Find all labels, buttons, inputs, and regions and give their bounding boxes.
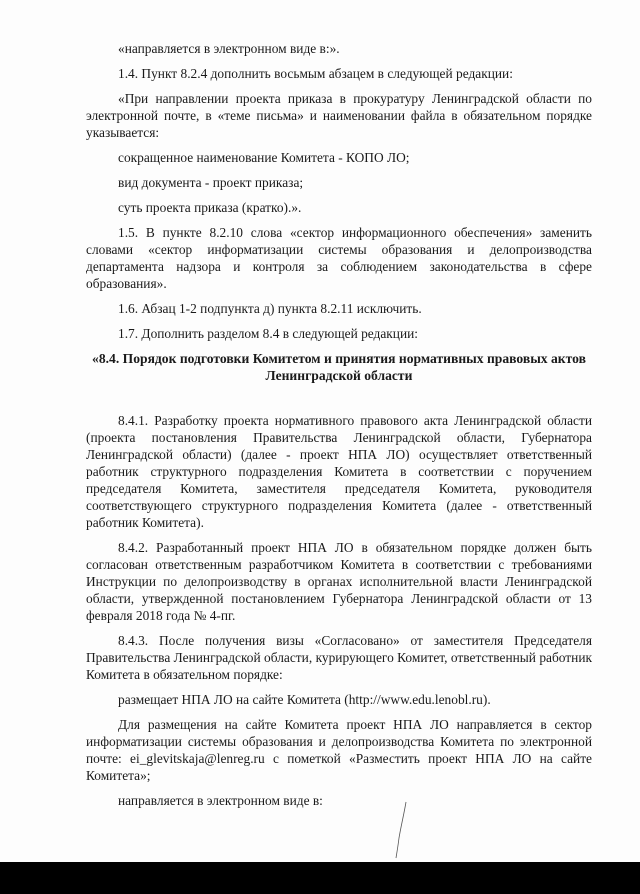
section-paragraph-2: 8.4.2. Разработанный проект НПА ЛО в обязательном порядке должен быть согласован ответственным разработчиком Комитета в соответствии с требованиями Инструкции по делопроизводству в органах исполнительной власти Ленинградской области, утвержденной постановлением Губернатора Ленинградской области от 13 февраля 2018 года № 4-пг. bbox=[86, 540, 592, 623]
section-paragraph-3: 8.4.3. После получения визы «Согласовано» от заместителя Председателя Правительства Ленинградской области, курирующего Комитет, ответственный работник Комитета в обязательном порядке: bbox=[86, 633, 592, 682]
paragraph-4: сокращенное наименование Комитета - КОПО ЛО; bbox=[118, 150, 410, 165]
paragraph-7: 1.5. В пункте 8.2.10 слова «сектор информационного обеспечения» заменить словами «сектор информатизации системы образования и делопроизводства департамента надзора и контроля за соблюдением законодательства в сфере образования». bbox=[86, 225, 592, 291]
paragraph-9: 1.7. Дополнить разделом 8.4 в следующей редакции: bbox=[118, 326, 419, 341]
paragraph-5: вид документа - проект приказа; bbox=[118, 175, 304, 190]
section-paragraph-4: размещает НПА ЛО на сайте Комитета (http://www.edu.lenobl.ru). bbox=[118, 692, 491, 707]
paragraph-1: «направляется в электронном виде в:». bbox=[118, 41, 340, 56]
paragraph-8: 1.6. Абзац 1-2 подпункта д) пункта 8.2.11 исключить. bbox=[118, 301, 422, 316]
paragraph-3: «При направлении проекта приказа в прокуратуру Ленинградской области по электронной почте, в «теме письма» и наименовании файла в обязательном порядке указывается: bbox=[86, 91, 592, 140]
section-paragraph-6: направляется в электронном виде в: bbox=[118, 793, 323, 808]
section-paragraph-1: 8.4.1. Разработку проекта нормативного правового акта Ленинградской области (проекта постановления Правительства Ленинградской области, Губернатора Ленинградской области) (далее - проект НПА ЛО) осуществляет ответственный работник структурного подразделения Комитета в соответствии с поручением председателя Комитета, заместителя председателя Комитета, руководителя соответствующего структурного подразделения Комитета (далее - ответственный работник Комитета). bbox=[86, 413, 592, 530]
section-paragraph-5: Для размещения на сайте Комитета проект НПА ЛО направляется в сектор информатизации системы образования и делопроизводства Комитета по электронной почте: ei_glevitskaja@lenreg.ru с пометкой «Разместить проект НПА ЛО на сайте Комитета»; bbox=[86, 717, 592, 783]
signature-stroke bbox=[392, 800, 412, 860]
paragraph-6: суть проекта приказа (кратко).». bbox=[118, 200, 302, 215]
paragraph-2: 1.4. Пункт 8.2.4 дополнить восьмым абзацем в следующей редакции: bbox=[118, 66, 513, 81]
document-body bbox=[86, 40, 592, 817]
scan-edge-bar bbox=[0, 862, 640, 894]
section-heading: «8.4. Порядок подготовки Комитетом и принятия нормативных правовых актов Ленинградской области bbox=[92, 351, 586, 383]
